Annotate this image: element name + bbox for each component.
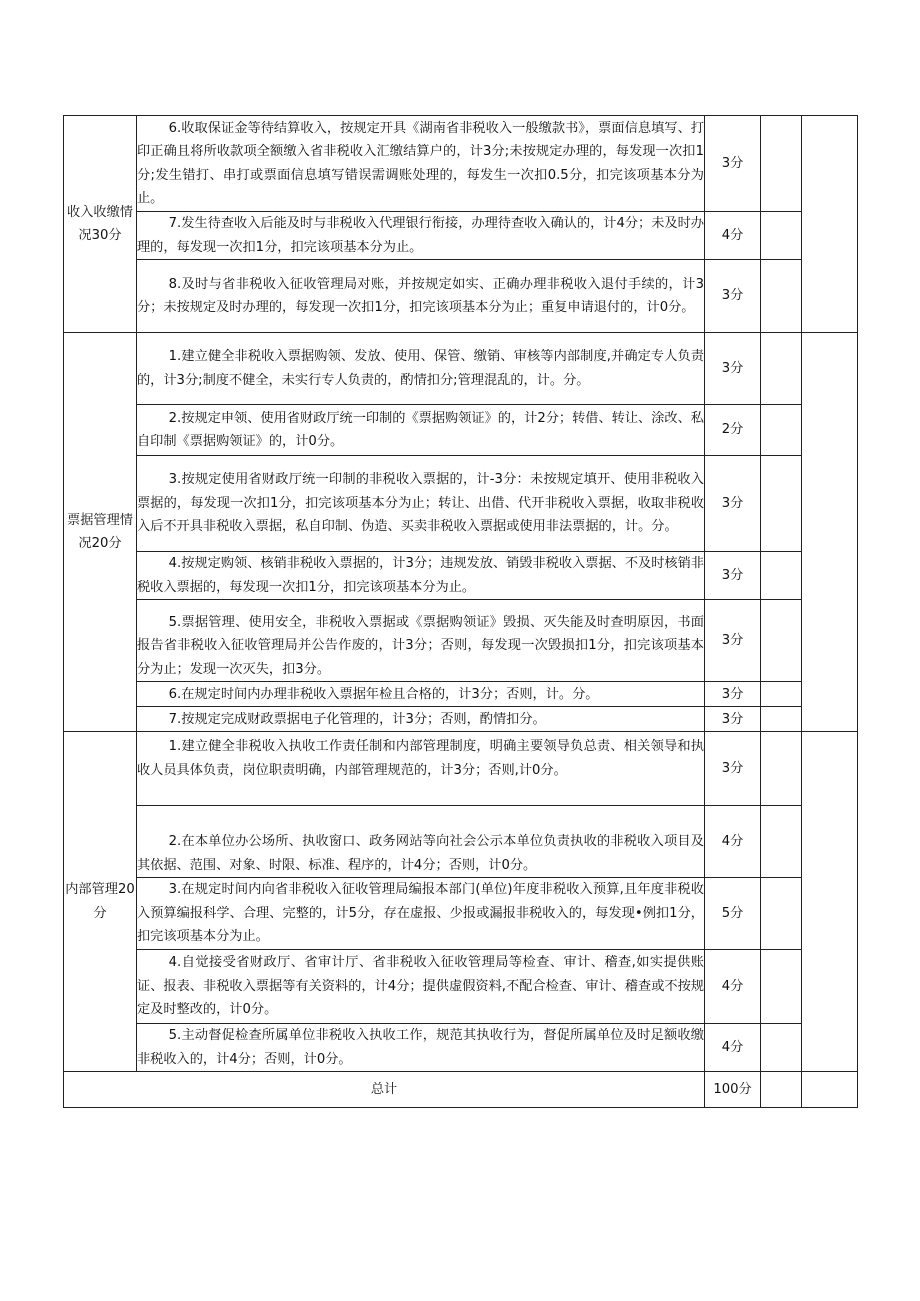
blank-cell — [761, 405, 802, 456]
score-cell: 3分 — [705, 682, 761, 707]
blank-cell — [761, 333, 802, 405]
table-row — [64, 333, 858, 405]
blank-cell — [761, 600, 802, 682]
blank-cell — [761, 116, 802, 212]
score-cell: 3分 — [705, 260, 761, 333]
score-cell: 3分 — [705, 116, 761, 212]
score-cell: 2分 — [705, 405, 761, 456]
criteria-text: 1.建立健全非税收入执收工作责任制和内部管理制度，明确主要领导负总责、相关领导和执收人员具体负责，岗位职责明确，内部管理规范的，计3分；否则,计0分。 — [137, 732, 705, 806]
blank-cell — [761, 878, 802, 950]
blank-cell — [761, 950, 802, 1024]
table-row — [64, 600, 858, 682]
criteria-text: 4.按规定购领、核销非税收入票据的，计3分；违规发放、销毁非税收入票据、不及时核销非税收入票据的，每发现一次扣1分，扣完该项基本分为止。 — [137, 552, 705, 600]
blank-cell — [761, 552, 802, 600]
blank-cell — [761, 1024, 802, 1072]
criteria-text: 5.票据管理、使用安全，非税收入票据或《票据购领证》毁损、灭失能及时查明原因，书面报告省非税收入征收管理局并公告作废的，计3分；否则，每发现一次毁损扣1分，扣完该项基本分为止；发现一次灭失，扣3分。 — [137, 600, 705, 682]
blank-cell — [761, 806, 802, 878]
criteria-text: 6.在规定时间内办理非税收入票据年检且合格的，计3分；否则，计。分。 — [137, 682, 705, 707]
score-cell: 4分 — [705, 212, 761, 260]
criteria-text: 5.主动督促检查所属单位非税收入执收工作，规范其执收行为，督促所属单位及时足额收缴非税收入的，计4分；否则，计0分。 — [137, 1024, 705, 1072]
total-row — [64, 1072, 858, 1108]
table-row — [64, 552, 858, 600]
blank-cell — [761, 456, 802, 552]
evaluation-table — [63, 115, 858, 1108]
blank-cell — [802, 1072, 858, 1108]
criteria-text: 1.建立健全非税收入票据购领、发放、使用、保管、缴销、审核等内部制度,并确定专人负责的，计3分;制度不健全，未实行专人负责的，酌情扣分;管理混乱的，计。分。 — [137, 333, 705, 405]
score-cell: 3分 — [705, 707, 761, 732]
criteria-text: 8.及时与省非税收入征收管理局对账，并按规定如实、正确办理非税收入退付手续的，计3分；未按规定及时办理的，每发现一次扣1分，扣完该项基本分为止；重复申请退付的，计0分。 — [137, 260, 705, 333]
blank-cell — [802, 732, 858, 1072]
table-row — [64, 682, 858, 707]
table-row — [64, 806, 858, 878]
criteria-text: 6.收取保证金等待结算收入，按规定开具《湖南省非税收入一般缴款书》，票面信息填写、打印正确且将所收款项全额缴入省非税收入汇缴结算户的，计3分;未按规定办理的，每发现一次扣1分;发生错打、串打或票面信息填写错误需调账处理的，每发生一次扣0.5分，扣完该项基本分为止。 — [137, 116, 705, 212]
score-cell: 4分 — [705, 950, 761, 1024]
criteria-text: 3.按规定使用省财政厅统一印制的非税收入票据的，计-3分：未按规定填开、使用非税收入票据的，每发现一次扣1分，扣完该项基本分为止；转让、出借、代开非税收入票据，收取非税收入后不开具非税收入票据，私自印制、伪造、买卖非税收入票据或使用非法票据的，计。分。 — [137, 456, 705, 552]
score-cell: 3分 — [705, 552, 761, 600]
blank-cell — [761, 707, 802, 732]
blank-cell — [802, 333, 858, 732]
table-row — [64, 260, 858, 333]
table-row — [64, 732, 858, 806]
blank-cell — [761, 732, 802, 806]
table-row — [64, 212, 858, 260]
total-score: 100分 — [705, 1072, 761, 1108]
blank-cell — [761, 212, 802, 260]
table-row — [64, 707, 858, 732]
score-cell: 3分 — [705, 456, 761, 552]
criteria-text: 7.发生待查收入后能及时与非税收入代理银行衔接，办理待查收入确认的，计4分；未及时办理的，每发现一次扣1分，扣完该项基本分为止。 — [137, 212, 705, 260]
score-cell: 3分 — [705, 333, 761, 405]
total-label: 总计 — [64, 1072, 705, 1108]
criteria-text: 3.在规定时间内向省非税收入征收管理局编报本部门(单位)年度非税收入预算,且年度非税收入预算编报科学、合理、完整的，计5分，存在虚报、少报或漏报非税收入的，每发现•例扣1分，扣完该项基本分为止。 — [137, 878, 705, 950]
table-row — [64, 456, 858, 552]
score-cell: 4分 — [705, 806, 761, 878]
category-bill-management: 票据管理情况20分 — [64, 333, 137, 732]
table-row — [64, 950, 858, 1024]
score-cell: 4分 — [705, 1024, 761, 1072]
criteria-text: 2.按规定申领、使用省财政厅统一印制的《票据购领证》的，计2分；转借、转让、涂改、私自印制《票据购领证》的，计0分。 — [137, 405, 705, 456]
table-row — [64, 405, 858, 456]
table-row — [64, 878, 858, 950]
category-income-collection: 收入收缴情况30分 — [64, 116, 137, 333]
blank-cell — [802, 116, 858, 333]
table-row — [64, 116, 858, 212]
score-cell: 5分 — [705, 878, 761, 950]
blank-cell — [761, 1072, 802, 1108]
criteria-text: 2.在本单位办公场所、执收窗口、政务网站等向社会公示本单位负责执收的非税收入项目及其依据、范围、对象、时限、标准、程序的，计4分；否则，计0分。 — [137, 806, 705, 878]
blank-cell — [761, 260, 802, 333]
score-cell: 3分 — [705, 600, 761, 682]
score-cell: 3分 — [705, 732, 761, 806]
criteria-text: 4.自觉接受省财政厅、省审计厅、省非税收入征收管理局等检查、审计、稽查,如实提供账证、报表、非税收入票据等有关资料的，计4分；提供虚假资料,不配合检查、审计、稽查或不按规定及时整改的，计0分。 — [137, 950, 705, 1024]
category-internal-management: 内部管理20分 — [64, 732, 137, 1072]
table-row — [64, 1024, 858, 1072]
criteria-text: 7.按规定完成财政票据电子化管理的，计3分；否则，酌情扣分。 — [137, 707, 705, 732]
blank-cell — [761, 682, 802, 707]
